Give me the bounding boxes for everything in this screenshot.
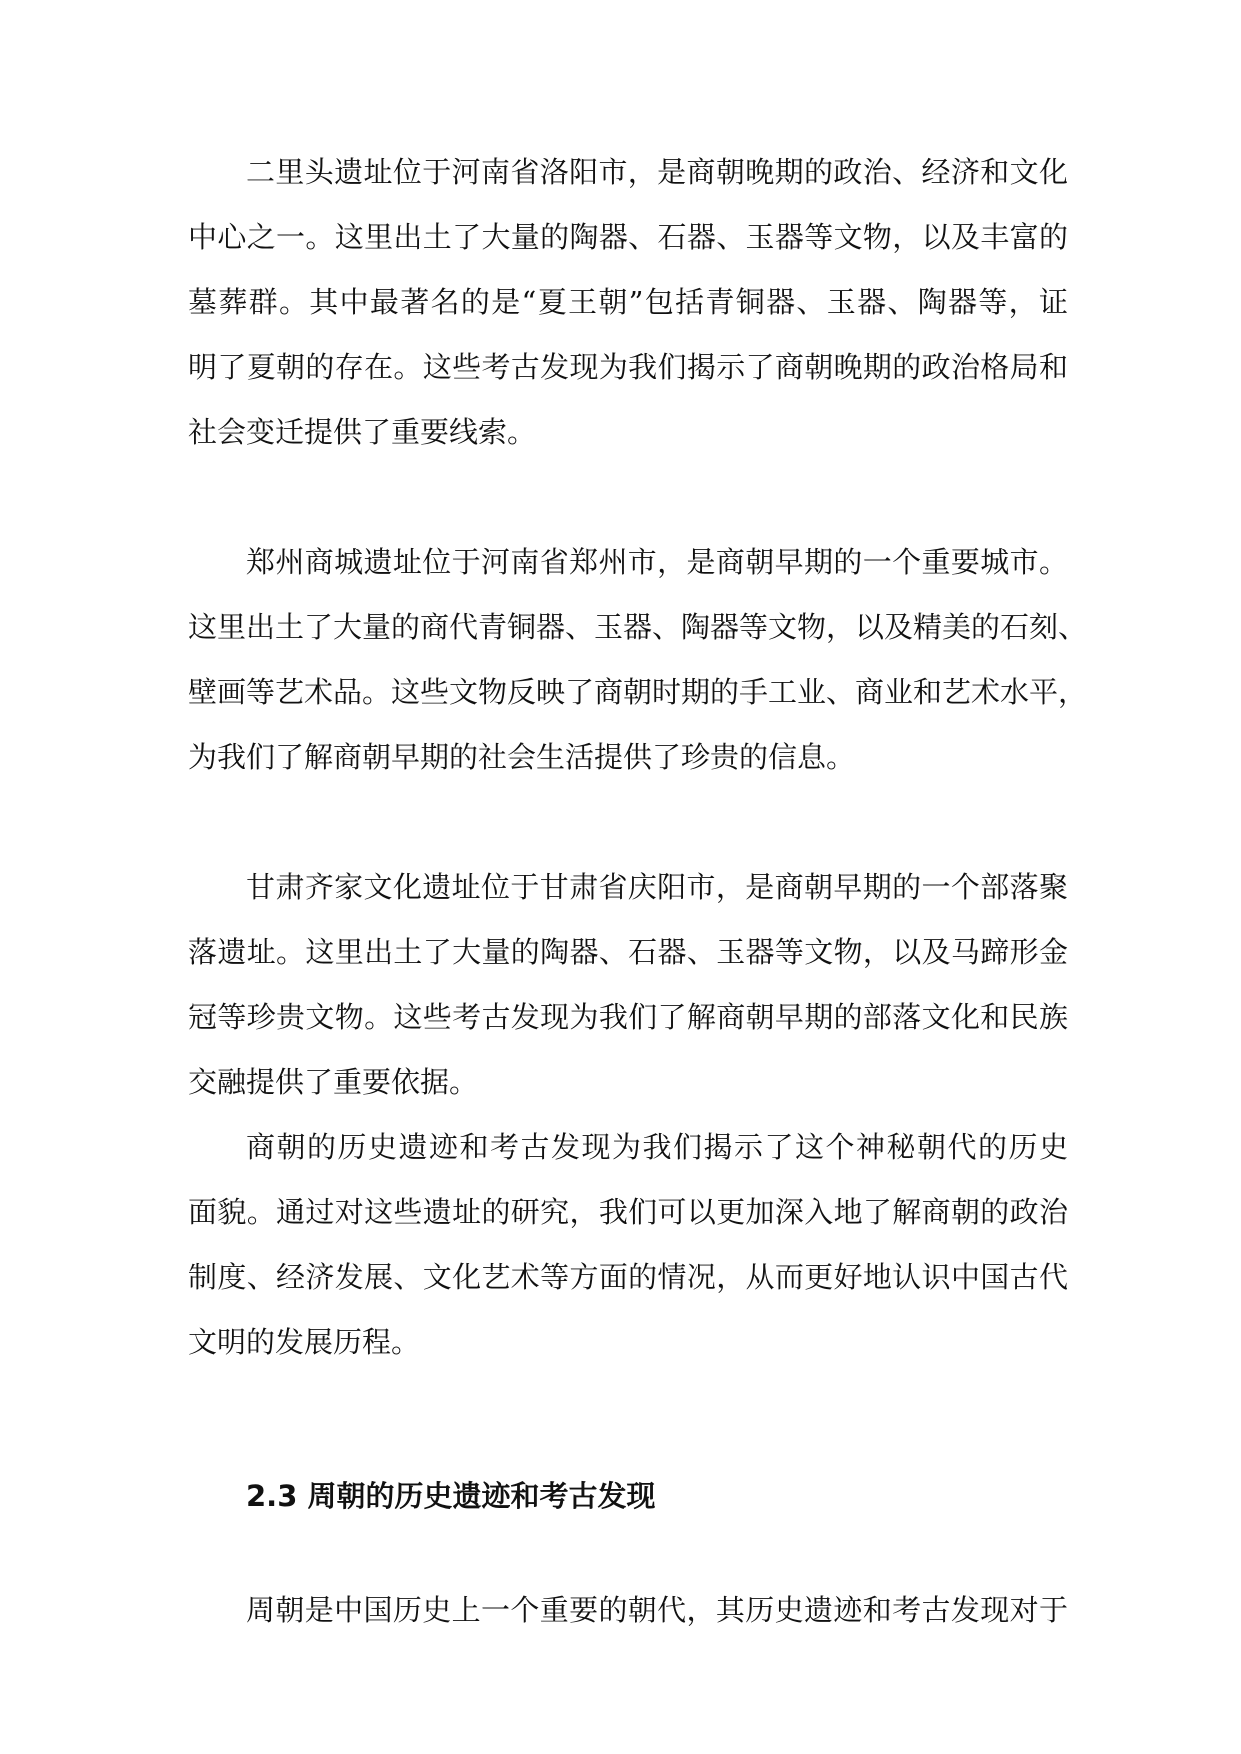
text-line: 周朝是中国历史上一个重要的朝代，其历史遗迹和考古发现对于 bbox=[246, 1593, 1068, 1627]
text-line: 落遗址。这里出土了大量的陶器、石器、玉器等文物，以及马蹄形金 bbox=[188, 935, 1068, 969]
paragraph-zhengzhou bbox=[188, 530, 1088, 790]
text-line: 冠等珍贵文物。这些考古发现为我们了解商朝早期的部落文化和民族 bbox=[188, 1000, 1068, 1034]
paragraph-qijia bbox=[188, 855, 1068, 1115]
text-line: 墓葬群。其中最著名的是“夏王朝”包括青铜器、玉器、陶器等，证 bbox=[188, 285, 1068, 319]
text-line: 二里头遗址位于河南省洛阳市，是商朝晚期的政治、经济和文化 bbox=[246, 155, 1068, 189]
text-line: 制度、经济发展、文化艺术等方面的情况，从而更好地认识中国古代 bbox=[188, 1260, 1068, 1294]
text-line: 为我们了解商朝早期的社会生活提供了珍贵的信息。 bbox=[188, 740, 856, 774]
text-line: 交融提供了重要依据。 bbox=[188, 1065, 479, 1099]
text-line: 壁画等艺术品。这些文物反映了商朝时期的手工业、商业和艺术水平， bbox=[188, 675, 1088, 709]
paragraph-zhou-intro bbox=[188, 1578, 1068, 1643]
text-line: 面貌。通过对这些遗址的研究，我们可以更加深入地了解商朝的政治 bbox=[188, 1195, 1068, 1229]
text-line: 明了夏朝的存在。这些考古发现为我们揭示了商朝晚期的政治格局和 bbox=[188, 350, 1068, 384]
text-line: 郑州商城遗址位于河南省郑州市，是商朝早期的一个重要城市。 bbox=[246, 545, 1068, 579]
text-line: 甘肃齐家文化遗址位于甘肃省庆阳市，是商朝早期的一个部落聚 bbox=[246, 870, 1068, 904]
text-line: 文明的发展历程。 bbox=[188, 1325, 421, 1359]
paragraph-shang-summary bbox=[188, 1115, 1068, 1375]
text-line: 中心之一。这里出土了大量的陶器、石器、玉器等文物，以及丰富的 bbox=[188, 220, 1068, 254]
paragraph-erlitou bbox=[188, 140, 1068, 465]
text-line: 这里出土了大量的商代青铜器、玉器、陶器等文物，以及精美的石刻、 bbox=[188, 610, 1088, 644]
text-line: 商朝的历史遗迹和考古发现为我们揭示了这个神秘朝代的历史 bbox=[246, 1130, 1068, 1164]
section-heading: 2.3 周朝的历史遗迹和考古发现 bbox=[246, 1479, 656, 1513]
text-line: 社会变迁提供了重要线索。 bbox=[188, 415, 537, 449]
